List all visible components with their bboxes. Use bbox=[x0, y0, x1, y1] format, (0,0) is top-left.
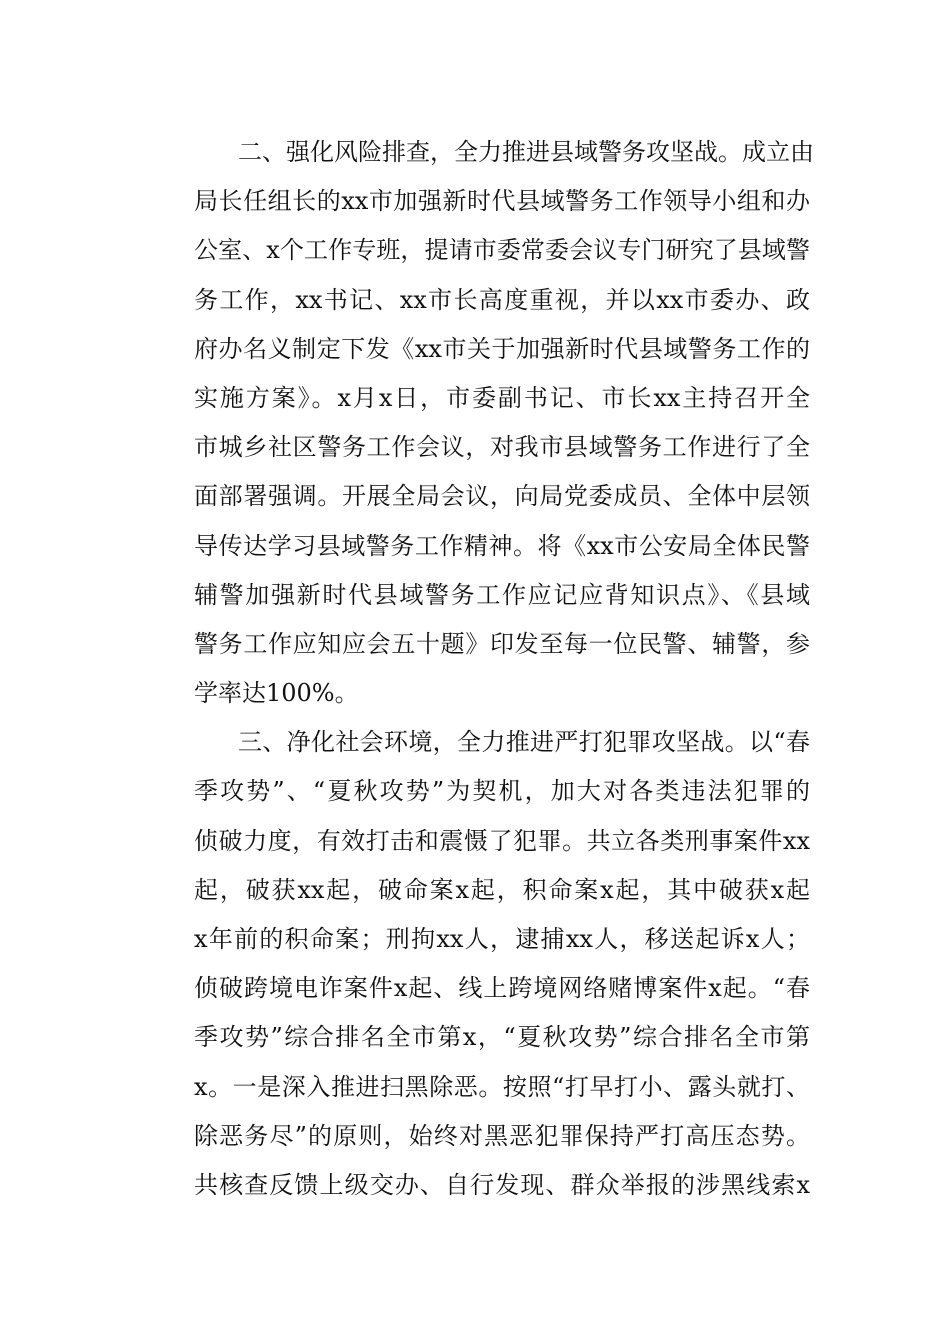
text-line: 起，破获xx起，破命案x起，积命案x起，其中破获x起 bbox=[194, 875, 810, 904]
text-line: 公室、x个工作专班，提请市委常委会议专门研究了县域警 bbox=[194, 236, 810, 265]
text-line: 面部署强调。开展全局会议，向局党委成员、全体中层领 bbox=[194, 482, 810, 511]
paragraph-section-two bbox=[146, 128, 814, 718]
text-line: 市城乡社区警务工作会议，对我市县域警务工作进行了全 bbox=[194, 433, 810, 462]
text-line: 辅警加强新时代县域警务工作应记应背知识点》、《县域 bbox=[194, 580, 810, 609]
text-line: 学率达100%。 bbox=[194, 679, 359, 708]
paragraph-section-three bbox=[146, 718, 810, 1210]
text-line: 季攻势”综合排名全市第x，“夏秋攻势”综合排名全市第 bbox=[194, 1023, 810, 1052]
text-line: 府办名义制定下发《xx市关于加强新时代县域警务工作的 bbox=[194, 334, 810, 363]
text-line: x年前的积命案；刑拘xx人，逮捕xx人，移送起诉x人； bbox=[194, 925, 810, 953]
text-line: 导传达学习县域警务工作精神。将《xx市公安局全体民警 bbox=[194, 531, 810, 560]
text-line: 除恶务尽”的原则，始终对黑恶犯罪保持严打高压态势。 bbox=[194, 1121, 810, 1150]
text-line: 警务工作应知应会五十题》印发至每一位民警、辅警，参 bbox=[194, 629, 810, 658]
text-line: 侦破跨境电诈案件x起、线上跨境网络赌博案件x起。“春 bbox=[194, 974, 810, 1003]
text-line: x。一是深入推进扫黑除恶。按照“打早打小、露头就打、 bbox=[194, 1072, 810, 1101]
text-line: 侦破力度，有效打击和震慑了犯罪。共立各类刑事案件xx bbox=[194, 826, 810, 855]
text-line: 实施方案》。x月x日，市委副书记、市长xx主持召开全 bbox=[194, 383, 810, 412]
text-line: 季攻势”、“夏秋攻势”为契机，加大对各类违法犯罪的 bbox=[194, 777, 810, 806]
text-line: 局长任组长的xx市加强新时代县域警务工作领导小组和办 bbox=[194, 187, 810, 216]
text-line: 二、强化风险排查，全力推进县域警务攻坚战。成立由 bbox=[238, 138, 814, 166]
text-line: 三、净化社会环境，全力推进严打犯罪攻坚战。以“春 bbox=[238, 728, 810, 757]
text-line: 共核查反馈上级交办、自行发现、群众举报的涉黑线索x bbox=[194, 1170, 810, 1199]
text-line: 务工作，xx书记、xx市长高度重视，并以xx市委办、政 bbox=[194, 285, 810, 314]
document-page bbox=[146, 128, 814, 1210]
